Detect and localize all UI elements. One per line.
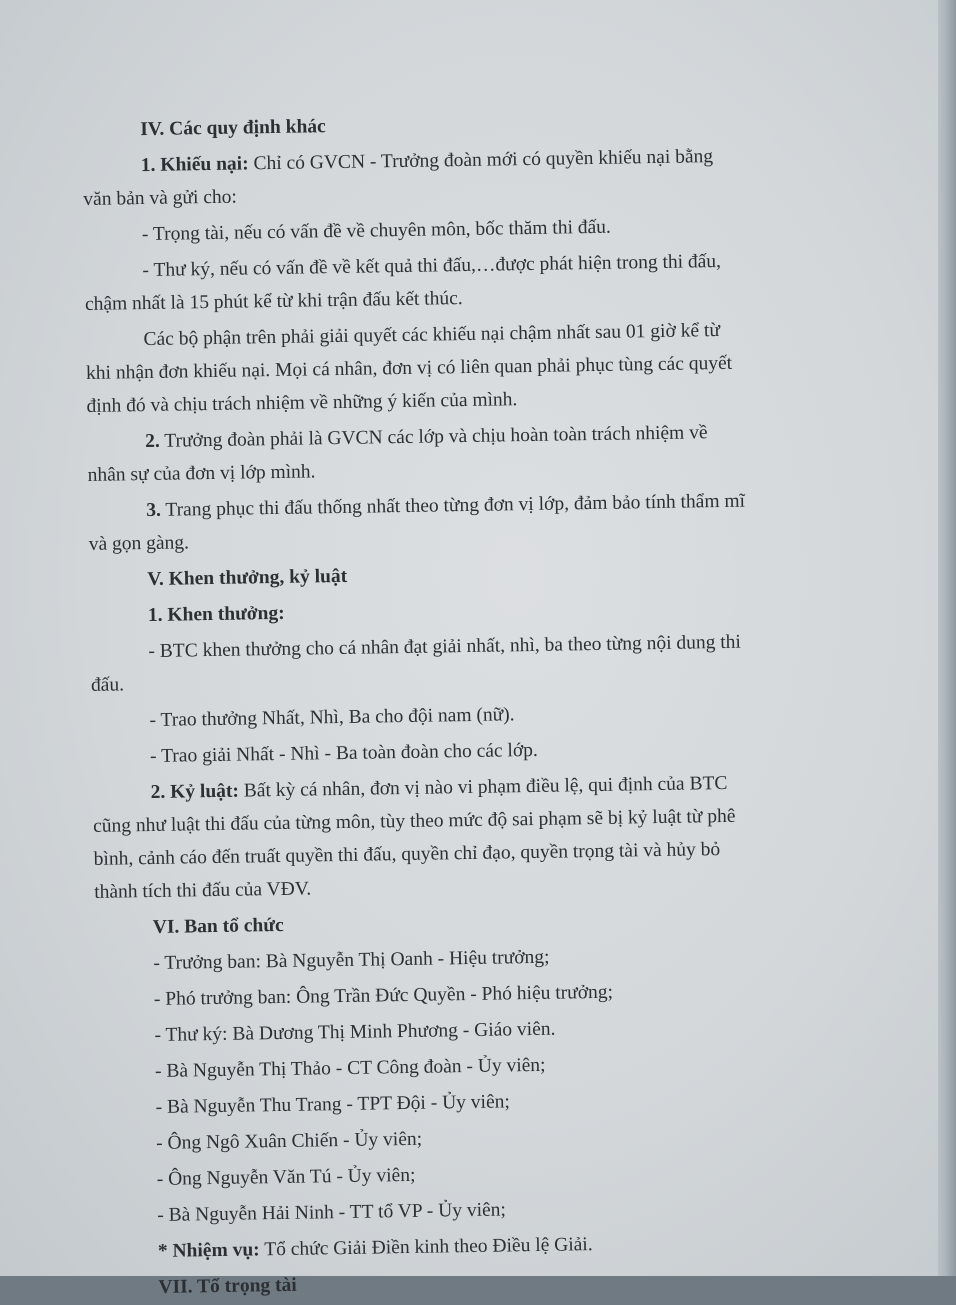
reward-bullet-3: - Trao giải Nhất - Nhì - Ba toàn đoàn cho các lớp.	[149, 739, 538, 768]
discipline-text-line2: cũng như luật thi đấu của từng môn, tùy theo mức độ sai phạm sẽ bị kỷ luật từ phê	[93, 805, 736, 837]
reward-bullet-1-cont: đấu.	[90, 674, 125, 696]
resolve-paragraph: Các bộ phận trên phải giải quyết các khiếu nại chậm nhất sau 01 giờ kể từ	[143, 320, 721, 351]
section-7-heading: VII. Tổ trọng tài	[158, 1274, 297, 1298]
reward-bullet-1: - BTC khen thưởng cho cá nhân đạt giải nhất, nhì, ba theo từng nội dung thi	[148, 631, 742, 663]
secretary-bullet: - Thư ký, nếu có vấn đề về kết quả thi đấu,…được phát hiện trong thi đấu,	[142, 250, 722, 282]
discipline-text: Bất kỳ cá nhân, đơn vị nào vi phạm điều lệ, qui định của BTC	[238, 772, 728, 802]
committee-member: - Trưởng ban: Bà Nguyễn Thị Oanh - Hiệu trưởng;	[153, 946, 550, 974]
secretary-bullet-cont: chậm nhất là 15 phút kể từ khi trận đấu kết thúc.	[84, 288, 463, 315]
committee-member: - Bà Nguyễn Thị Thảo - CT Công đoàn - Ủy viên;	[154, 1054, 546, 1082]
document-text	[82, 102, 883, 1305]
section-4-heading: IV. Các quy định khác	[140, 116, 326, 141]
committee-member: - Bà Nguyễn Hải Ninh - TT tổ VP - Ủy viên;	[157, 1199, 507, 1226]
section-5-heading: V. Khen thưởng, kỷ luật	[147, 565, 348, 591]
item-3-label: 3.	[146, 499, 162, 522]
section-6-heading: VI. Ban tổ chức	[152, 914, 284, 938]
rewards-subheading: 1. Khen thưởng:	[147, 602, 285, 627]
team-leader-text: Trưởng đoàn phải là GVCN các lớp và chịu hoàn toàn trách nhiệm về	[159, 422, 708, 452]
committee-member: - Ông Nguyễn Văn Tú - Ủy viên;	[156, 1164, 416, 1190]
item-2-label: 2.	[144, 430, 160, 453]
discipline-label: 2. Kỷ luật:	[150, 780, 240, 804]
uniform-text-cont: và gọn gàng.	[88, 532, 190, 555]
committee-member: - Bà Nguyễn Thu Trang - TPT Đội - Ủy viên;	[155, 1091, 510, 1118]
reward-bullet-2: - Trao thưởng Nhất, Nhì, Ba cho đội nam (nữ).	[149, 704, 515, 732]
committee-member: - Ông Ngô Xuân Chiến - Ủy viên;	[156, 1128, 423, 1154]
complaint-text-cont: văn bản và gửi cho:	[83, 186, 238, 210]
task-text: Tổ chức Giải Điền kinh theo Điều lệ Giải.	[259, 1234, 593, 1261]
discipline-text-line3: bình, cảnh cáo đến truất quyền thi đấu, quyền chỉ đạo, quyền trọng tài và hủy bỏ	[93, 839, 721, 870]
team-leader-text-cont: nhân sự của đơn vị lớp mình.	[87, 461, 316, 486]
complaint-label: 1. Khiếu nại:	[140, 153, 249, 177]
referee-bullet: - Trọng tài, nếu có vấn đề về chuyên môn, bốc thăm thi đấu.	[141, 216, 612, 246]
complaint-text: Chỉ có GVCN - Trưởng đoàn mới có quyền khiếu nại bằng	[248, 146, 714, 175]
uniform-text: Trang phục thi đấu thống nhất theo từng đơn vị lớp, đảm bảo tính thẩm mĩ	[160, 490, 746, 521]
resolve-paragraph-line3: định đó và chịu trách nhiệm về những ý kiến của mình.	[86, 389, 518, 417]
task-label: * Nhiệm vụ:	[157, 1239, 260, 1262]
resolve-paragraph-line2: khi nhận đơn khiếu nại. Mọi cá nhân, đơn vị có liên quan phải phục tùng các quyết	[85, 352, 733, 384]
discipline-text-line4: thành tích thi đấu của VĐV.	[94, 878, 312, 903]
committee-member: - Phó trưởng ban: Ông Trần Đức Quyền - Phó hiệu trưởng;	[153, 981, 614, 1010]
committee-member: - Thư ký: Bà Dương Thị Minh Phương - Giáo viên.	[154, 1018, 556, 1046]
